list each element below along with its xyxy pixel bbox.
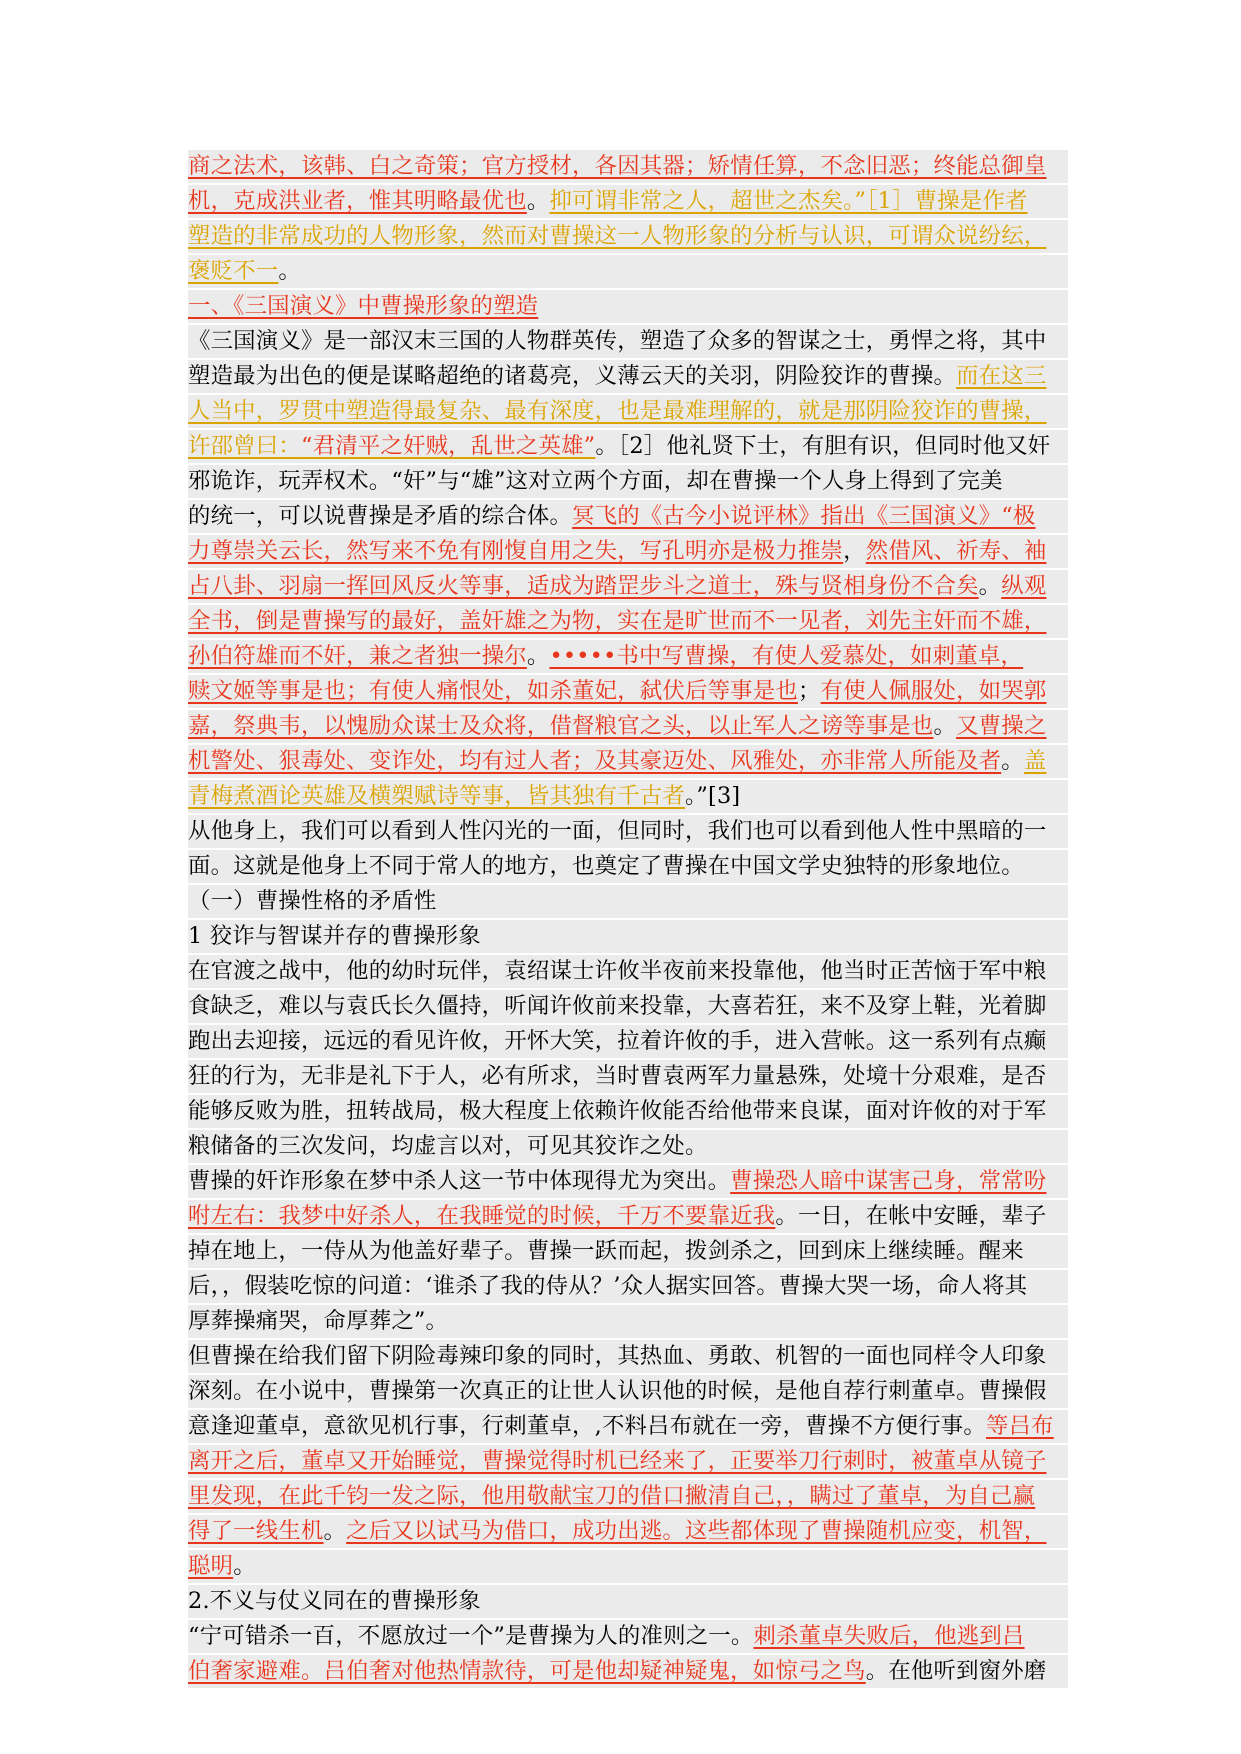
text-segment: 后，，假装吃惊的问道：‘谁杀了我的侍从？’众人据实回答。曹操大哭一场，命人将其 bbox=[188, 1273, 1028, 1299]
text-segment: 离开之后，董卓又开始睡觉，曹操觉得时机已经来了，正要举刀行刺时，被董卓从镜子 bbox=[188, 1448, 1047, 1474]
text-line bbox=[188, 990, 1068, 1023]
text-segment: 。一日，在帐中安睡，辈子 bbox=[775, 1203, 1047, 1229]
text-segment: 面。这就是他身上不同于常人的地方，也奠定了曹操在中国文学史独特的形象地位。 bbox=[188, 853, 1024, 879]
text-segment: 。 bbox=[526, 643, 550, 669]
text-line bbox=[188, 1060, 1068, 1093]
text-segment: 塑造的非常成功的人物形象，然而对曹操这一人物形象的分析与认识，可谓众说纷纭， bbox=[188, 223, 1047, 249]
text-line bbox=[188, 1620, 1068, 1653]
text-segment: 。［2］他礼贤下士，有胆有识，但同时他又奸 bbox=[595, 433, 1051, 459]
text-line bbox=[188, 1305, 1068, 1338]
text-segment: 全书，倒是曹操写的最好，盖奸雄之为物，实在是旷世而不一见者，刘先主奸而不雄， bbox=[188, 608, 1047, 634]
text-segment: 伯奢家避难。吕伯奢对他热情款待，可是他却疑神疑鬼，如惊弓之鸟 bbox=[188, 1658, 866, 1684]
text-line bbox=[188, 745, 1068, 778]
text-segment: 在官渡之战中，他的幼时玩伴，袁绍谋士许攸半夜前来投靠他，他当时正苦恼于军中粮 bbox=[188, 958, 1047, 984]
text-segment: 邪诡诈，玩弄权术。“奸”与“雄”这对立两个方面，却在曹操一个人身上得到了完美 bbox=[188, 468, 1003, 494]
text-line bbox=[188, 255, 1068, 288]
text-segment: 许邵曾曰： bbox=[188, 433, 301, 459]
text-segment: 1 狡诈与智谋并存的曹操形象 bbox=[188, 923, 481, 949]
text-line bbox=[188, 1480, 1068, 1513]
text-segment: 。 bbox=[278, 258, 301, 284]
text-line bbox=[188, 290, 1068, 323]
text-segment: 狂的行为，无非是礼下于人，必有所求，当时曹袁两军力量悬殊，处境十分艰难，是否 bbox=[188, 1063, 1047, 1089]
text-segment: 曹操的奸诈形象在梦中杀人这一节中体现得尤为突出。 bbox=[188, 1168, 731, 1194]
text-segment: 。在他听到窗外磨 bbox=[865, 1658, 1047, 1684]
text-segment: 。 bbox=[323, 1518, 347, 1544]
text-line bbox=[188, 1585, 1068, 1618]
text-segment: 盖 bbox=[1023, 748, 1047, 774]
text-segment: 塑造最为出色的便是谋略超绝的诸葛亮，义薄云天的关羽，阴险狡诈的曹操。 bbox=[188, 363, 957, 389]
text-segment: 。 bbox=[978, 573, 1002, 599]
text-line bbox=[188, 920, 1068, 953]
text-line bbox=[188, 640, 1068, 673]
text-line bbox=[188, 1550, 1068, 1583]
text-line bbox=[188, 605, 1068, 638]
text-line bbox=[188, 710, 1068, 743]
text-line bbox=[188, 1375, 1068, 1408]
text-segment: 深刻。在小说中，曹操第一次真正的让世人认识他的时候，是他自荐行刺董卓。曹操假 bbox=[188, 1378, 1047, 1404]
text-line bbox=[188, 1165, 1068, 1198]
text-segment: 褒贬不一 bbox=[188, 258, 279, 284]
text-segment: 机警处、狠毒处、变诈处，均有过人者；及其豪迈处、风雅处，亦非常人所能及者 bbox=[188, 748, 1002, 774]
text-segment: 从他身上，我们可以看到人性闪光的一面，但同时，我们也可以看到他人性中黑暗的一 bbox=[188, 818, 1047, 844]
text-segment: “君清平之奸贼，乱世之英雄” bbox=[300, 433, 596, 459]
text-segment: 而在这三 bbox=[956, 363, 1047, 389]
text-segment: ； bbox=[797, 678, 821, 704]
text-line bbox=[188, 1130, 1068, 1163]
text-line bbox=[188, 1655, 1068, 1688]
text-segment: 2.不义与仗义同在的曹操形象 bbox=[188, 1588, 481, 1614]
document-page bbox=[188, 150, 1068, 1690]
text-segment: 赎文姬等事是也；有使人痛恨处，如杀董妃，弑伏后等事是也 bbox=[188, 678, 798, 704]
text-segment: 嘉，祭典韦，以愧励众谋士及众将，借督粮官之头，以止军人之谤等事是也 bbox=[188, 713, 934, 739]
text-segment: 冥飞的《古今小说评林》指出《三国演义》“极 bbox=[572, 503, 1036, 529]
text-line bbox=[188, 535, 1068, 568]
text-segment: 粮储备的三次发问，均虚言以对，可见其狡诈之处。 bbox=[188, 1133, 708, 1159]
text-line bbox=[188, 570, 1068, 603]
text-segment: 占八卦、羽扇一挥回风反火等事，适成为踏罡步斗之道士，殊与贤相身份不合矣 bbox=[188, 573, 979, 599]
text-segment: 。 bbox=[233, 1553, 256, 1579]
text-segment: “宁可错杀一百，不愿放过一个”是曹操为人的准则之一。 bbox=[188, 1623, 754, 1649]
text-segment: 纵观 bbox=[1001, 573, 1047, 599]
text-segment: 聪明 bbox=[188, 1553, 234, 1579]
text-segment: 孙伯符雄而不奸，兼之者独一操尔 bbox=[188, 643, 527, 669]
text-line bbox=[188, 780, 1068, 813]
text-line bbox=[188, 185, 1068, 218]
text-segment: 。 bbox=[526, 188, 550, 214]
text-line bbox=[188, 1340, 1068, 1373]
text-segment: 机，克成洪业者，惟其明略最优也 bbox=[188, 188, 527, 214]
text-line bbox=[188, 360, 1068, 393]
text-segment: ， bbox=[843, 538, 866, 564]
text-segment: 但曹操在给我们留下阴险毒辣印象的同时，其热血、勇敢、机智的一面也同样令人印象 bbox=[188, 1343, 1047, 1369]
text-line bbox=[188, 1445, 1068, 1478]
text-segment: 意逢迎董卓，意欲见机行事，行刺董卓，,不料吕布就在一旁，曹操不方便行事。 bbox=[188, 1413, 986, 1439]
text-line bbox=[188, 850, 1068, 883]
text-line bbox=[188, 1025, 1068, 1058]
text-segment: 之后又以试马为借口，成功出逃。这些都体现了曹操随机应变，机智， bbox=[346, 1518, 1047, 1544]
text-segment: 得了一线生机 bbox=[188, 1518, 324, 1544]
text-segment: 商之法术，该韩、白之奇策；官方授材，各因其器；矫情任算，不念旧恶；终能总御皇 bbox=[188, 153, 1047, 179]
text-segment: 曹操恐人暗中谋害己身，常常吩 bbox=[730, 1168, 1047, 1194]
text-line bbox=[188, 500, 1068, 533]
text-segment: 《三国演义》是一部汉末三国的人物群英传，塑造了众多的智谋之士，勇悍之将，其中 bbox=[188, 328, 1047, 354]
text-line bbox=[188, 1410, 1068, 1443]
text-segment: 的统一，可以说曹操是矛盾的综合体。 bbox=[188, 503, 573, 529]
text-line bbox=[188, 1095, 1068, 1128]
text-segment: 一、《三国演义》中曹操形象的塑造 bbox=[188, 293, 539, 319]
text-line bbox=[188, 1235, 1068, 1268]
text-segment: 又曹操之 bbox=[956, 713, 1047, 739]
text-line bbox=[188, 1515, 1068, 1548]
text-segment: 等吕布 bbox=[986, 1413, 1054, 1439]
text-segment: （一）曹操性格的矛盾性 bbox=[188, 888, 437, 914]
text-segment: 青梅煮酒论英雄及横槊赋诗等事，皆其独有千古者 bbox=[188, 783, 685, 809]
text-line bbox=[188, 465, 1068, 498]
text-segment: 有使人佩服处，如哭郭 bbox=[820, 678, 1047, 704]
text-line bbox=[188, 1200, 1068, 1233]
text-segment: 能够反败为胜，扭转战局，极大程度上依赖许攸能否给他带来良谋，面对许攸的对于军 bbox=[188, 1098, 1047, 1124]
text-segment: 。 bbox=[1001, 748, 1024, 774]
text-line bbox=[188, 885, 1068, 918]
text-line bbox=[188, 955, 1068, 988]
text-segment: 掉在地上，一侍从为他盖好辈子。曹操一跃而起，拨剑杀之，回到床上继续睡。醒来 bbox=[188, 1238, 1024, 1264]
text-line bbox=[188, 150, 1068, 183]
text-segment: 然借风、祈寿、袖 bbox=[865, 538, 1047, 564]
text-segment: 人当中，罗贯中塑造得最复杂、最有深度，也是最难理解的，就是那阴险狡诈的曹操， bbox=[188, 398, 1047, 424]
text-segment: 。”[3] bbox=[685, 783, 741, 809]
text-line bbox=[188, 395, 1068, 428]
text-segment: 里发现，在此千钧一发之际，他用敬献宝刀的借口撇清自己，，瞒过了董卓，为自己赢 bbox=[188, 1483, 1036, 1509]
text-line bbox=[188, 430, 1068, 463]
text-segment: •••••书中写曹操，有使人爱慕处，如刺董卓， bbox=[549, 643, 1024, 669]
text-segment: 力尊崇关云长，然写来不免有刚愎自用之失，写孔明亦是极力推崇 bbox=[188, 538, 844, 564]
text-segment: 厚葬操痛哭，命厚葬之”。 bbox=[188, 1308, 449, 1334]
text-segment: 咐左右：我梦中好杀人，在我睡觉的时候，千万不要靠近我 bbox=[188, 1203, 776, 1229]
text-line bbox=[188, 1270, 1068, 1303]
text-line bbox=[188, 325, 1068, 358]
text-line bbox=[188, 815, 1068, 848]
text-line bbox=[188, 675, 1068, 708]
text-segment: 食缺乏，难以与袁氏长久僵持，听闻许攸前来投靠，大喜若狂，来不及穿上鞋，光着脚 bbox=[188, 993, 1047, 1019]
text-line bbox=[188, 220, 1068, 253]
text-segment: 跑出去迎接，远远的看见许攸，开怀大笑，拉着许攸的手，进入营帐。这一系列有点癫 bbox=[188, 1028, 1047, 1054]
text-segment: 抑可谓非常之人，超世之杰矣。”［1］曹操是作者 bbox=[549, 188, 1028, 214]
text-segment: 刺杀董卓失败后，他逃到吕 bbox=[753, 1623, 1025, 1649]
text-segment: 。 bbox=[933, 713, 957, 739]
